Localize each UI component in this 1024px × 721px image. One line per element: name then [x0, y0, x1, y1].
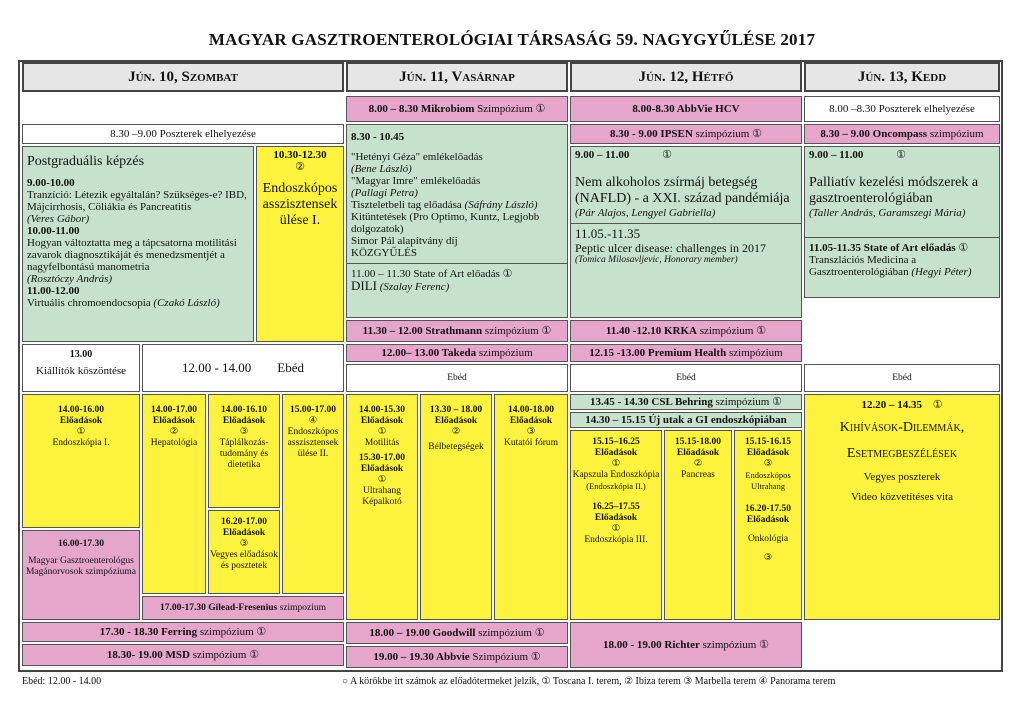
tue-posters: 8.00 –8.30 Poszterek elhelyezése: [804, 96, 1000, 122]
premium-time: 12.15 -13.00 Premium Health: [589, 347, 727, 359]
sat-session-a: [22, 394, 140, 528]
takeda-time: 12.00– 13.00 Takeda: [381, 347, 477, 359]
sat-mgmv: [22, 530, 140, 620]
b-label: Előadások: [152, 416, 196, 426]
sun-l2: "Magyar Imre" emlékelőadás: [351, 175, 481, 187]
room-3-icon: ③: [763, 553, 773, 563]
j-time: 15.15-18.00: [675, 437, 721, 447]
oncompass-time: 8.30 – 9.00 Oncompass: [820, 128, 928, 140]
day-header-tue: Jún. 13, Kedd: [804, 62, 1000, 92]
premium-text: szimpózium: [728, 347, 783, 359]
pg1-speaker: (Veres Gábor): [27, 213, 90, 225]
sun-l1-speaker: (Bene László): [351, 163, 412, 175]
sun-takeda: [346, 344, 568, 362]
pg3-speaker: (Czakó László): [153, 297, 220, 309]
b-time: 14.00-17.00: [151, 405, 197, 415]
mon-main-block: [570, 146, 802, 318]
d-topic: Endoszkópos asszisztensek ülése II.: [287, 427, 339, 459]
mon-abbvie: 8.00-8.30 AbbVie HCV: [570, 96, 802, 122]
room-1-icon: ①: [530, 651, 541, 663]
k-label: Előadások: [746, 448, 790, 458]
room-4-icon: ④: [308, 416, 318, 426]
f-time: 14.00-15.30: [359, 405, 405, 415]
room-legend: [342, 676, 835, 687]
sat-gilead: [142, 596, 344, 620]
room-1-icon: ①: [535, 103, 546, 115]
sun-l3-speaker: (Sáfrány László): [464, 199, 538, 211]
endo-text: Endoszkópos asszisztensek ülése I.: [262, 181, 338, 228]
trans-text: Transzlációs Medicina a Gasztroenterológiában: [809, 254, 917, 278]
i-label: Előadások: [594, 448, 638, 458]
mon-session-k: [734, 430, 802, 620]
abbvie-time: 19.00 – 19.30 Abbvie: [373, 651, 470, 663]
i-topic: Kapszula Endoszkópia: [572, 470, 660, 480]
pg2-time: 10.00-11.00: [27, 225, 80, 237]
pall-time: 9.00 – 11.00: [809, 149, 864, 161]
trans-speaker: (Hegyi Péter): [911, 266, 972, 278]
mon-premium: [570, 344, 802, 362]
tue-main-block: [804, 146, 1000, 298]
room-1-icon: ①: [611, 524, 621, 534]
f-topic: Motilitás: [364, 438, 400, 448]
ferring-time: 17.30 - 18.30 Ferring: [99, 626, 198, 638]
pg2-text: Hogyan változtatta meg a tápcsatorna motilitási zavarok diagnosztikáját és menedzsmentjét a nagyfelbontású manometria: [27, 237, 237, 273]
csl-time: 13.45 - 14.30 CSL Behring: [589, 396, 713, 408]
d-time: 15.00-17.00: [290, 405, 336, 415]
room-1-icon: ①: [502, 268, 513, 280]
room-1-icon: ①: [759, 639, 769, 651]
e-label: Előadások: [222, 528, 266, 538]
a-topic: Endoszkópia I.: [52, 438, 110, 448]
room-1-icon: ①: [377, 427, 387, 437]
strath-time: 11.30 – 12.00 Strathmann: [362, 325, 483, 337]
mikrobiom-time: 8.00 – 8.30 Mikrobiom: [368, 103, 475, 115]
k2-topic: Onkológia: [747, 534, 789, 544]
nafld-speaker: (Pár Alajos, Lengyel Gabriella): [575, 207, 716, 219]
room-3-icon: ③: [763, 459, 773, 469]
mon-uj-utak: 14.30 – 15.15 Új utak a GI endoszkópiában: [570, 412, 802, 428]
g-time: 13.30 – 18.00: [429, 405, 483, 415]
pall-text: Palliatív kezelési módszerek a gasztroenterológiában: [809, 175, 979, 206]
room-1-icon: ①: [958, 242, 969, 254]
goodwill-time: 18.00 – 19.00 Goodwill: [369, 627, 476, 639]
kiallitok-time: 13.00: [69, 349, 93, 360]
room-1-icon: ①: [256, 626, 267, 638]
room-2-icon: ②: [451, 427, 461, 437]
oncompass-text: szimpózium: [929, 128, 984, 140]
mikrobiom-text: Szimpózium: [477, 103, 533, 115]
sat-lunch: 12.00 - 14.00 Ebéd: [142, 344, 344, 392]
sat-session-b: [142, 394, 206, 594]
dili-speaker: (Szalay Ferenc): [379, 281, 450, 293]
sun-session-g: [420, 394, 492, 620]
sun-goodwill: [346, 622, 568, 644]
sun-lunch: Ebéd: [346, 364, 568, 392]
room-1-icon: ①: [772, 396, 782, 408]
room-1-icon: ①: [76, 427, 86, 437]
room-3-icon: ③: [526, 427, 536, 437]
e-topic: Vegyes előadások és posztetek: [210, 550, 278, 571]
goodwill-text: szimpózium: [478, 627, 532, 639]
a-time: 14.00-16.00: [58, 405, 104, 415]
sat-session-c: [208, 394, 280, 508]
kiallitok-text: Kiállítók köszöntése: [35, 365, 127, 377]
room-1-icon: ①: [377, 475, 387, 485]
nafld-time: 9.00 – 11.00: [575, 149, 630, 161]
sun-main-block: [346, 124, 568, 318]
room-1-icon: ①: [534, 627, 545, 639]
a-label: Előadások: [59, 416, 103, 426]
b-topic: Hepatológia: [150, 438, 198, 448]
krka-time: 11.40 -12.10 KRKA: [605, 325, 697, 337]
room-2-icon: ②: [295, 161, 305, 173]
room-3-icon: ③: [239, 427, 249, 437]
msd-text: szimpózium: [192, 649, 247, 661]
c-label: Előadások: [222, 416, 266, 426]
gilead-text: szimpozium: [279, 603, 327, 613]
i2-topic: Endoszkópia III.: [584, 535, 648, 545]
peptic-time: 11.05.-11.35: [575, 226, 641, 241]
room-1-icon: ①: [662, 149, 673, 161]
h-label: Előadások: [509, 416, 553, 426]
mon-ipsen: [570, 124, 802, 144]
g-label: Előadások: [434, 416, 478, 426]
g-topic: Bélbetegségek: [428, 442, 484, 452]
ipsen-time: 8.30 - 9.00 IPSEN: [610, 128, 693, 140]
mon-richter: [570, 622, 802, 668]
final-title: Kihívások-Dilemmák, Esetmegbeszélések: [839, 420, 965, 461]
block-time: 8.30 - 10.45: [351, 131, 405, 143]
pall-speaker: (Taller András, Garamszegi Mária): [809, 207, 966, 219]
e-time: 16.20-17.00: [221, 517, 267, 527]
f2-label: Előadások: [360, 464, 404, 474]
j-label: Előadások: [676, 448, 720, 458]
sun-mikrobiom: [346, 96, 568, 122]
ferring-text: szimpózium: [199, 626, 254, 638]
peptic-text: Peptic ulcer disease: challenges in 2017: [575, 241, 766, 255]
room-1-icon: ①: [541, 325, 552, 337]
pg3-time: 11.00-12.00: [27, 285, 80, 297]
csl-text: szimpózium: [715, 396, 770, 408]
peptic-speaker: (Tomica Milosavljevic, Honorary member): [575, 255, 738, 265]
h-topic: Kutatói fórum: [503, 438, 559, 448]
mgmv-text: Magyar Gasztroenterológus Magánorvosok szimpóziuma: [25, 556, 137, 577]
pg3-text: Virtuális chromoendocsopia: [27, 297, 151, 309]
final-l1: Vegyes poszterek: [863, 471, 941, 483]
sat-posters: 8.30 –9.00 Poszterek elhelyezése: [22, 124, 344, 144]
sat-empty: [22, 96, 344, 122]
sun-l2-speaker: (Pallagi Petra): [351, 187, 418, 199]
i-time: 15.15–16.25: [592, 437, 640, 447]
mon-csl: [570, 394, 802, 410]
f2-topic: Ultrahang Képalkotó: [362, 486, 402, 507]
tue-final-block: [804, 394, 1000, 620]
sat-session-e: [208, 510, 280, 594]
sun-l1: "Hetényi Géza" emlékelőadás: [351, 151, 483, 163]
i2-label: Előadások: [594, 513, 638, 523]
sun-l5: Simor Pál alapítvány díj: [351, 235, 458, 247]
final-l2: Video közvetítéses vita: [851, 491, 953, 503]
page-title: MAGYAR GASZTROENTEROLÓGIAI TÁRSASÁG 59. NAGYGYŰLÉSE 2017: [208, 30, 816, 49]
mgmv-time: 16.00-17.30: [58, 539, 104, 549]
ipsen-text: szimpózium: [695, 128, 750, 140]
sat-postgrad-block: [22, 146, 254, 342]
takeda-text: szimpózium: [478, 347, 533, 359]
richter-time: 18.00 - 19.00 Richter: [603, 639, 700, 651]
k2-label: Előadások: [746, 515, 790, 525]
legend-text: A körökbe írt számok az előadótermeket jelzik, ① Toscana I. terem, ② Ibiza terem ③ Marbella terem ④ Panorama terem: [350, 676, 836, 687]
k-time: 15.15-16.15: [745, 437, 791, 447]
sun-session-h: [494, 394, 568, 620]
room-1-icon: ①: [249, 649, 260, 661]
mon-lunch: Ebéd: [570, 364, 802, 392]
sat-session-d: [282, 394, 344, 594]
room-1-icon: ①: [896, 149, 907, 161]
tue-oncompass: [804, 124, 1000, 144]
krka-text: szimpózium: [699, 325, 754, 337]
tue-empty: [804, 300, 1000, 362]
sun-l4: Kitüntetések (Pro Optimo, Kuntz, Legjobb dolgozatok): [351, 211, 540, 235]
trans-time: 11.05-11.35 State of Art előadás: [809, 242, 956, 254]
footer-lunch: Ebéd: 12.00 - 14.00: [22, 676, 102, 687]
day-header-sun: Jún. 11, Vasárnap: [346, 62, 568, 92]
sun-session-f: [346, 394, 418, 620]
room-3-icon: ③: [239, 539, 249, 549]
sat-msd: [22, 644, 344, 666]
room-1-icon: ①: [752, 128, 762, 140]
postgrad-title: Postgraduális képzés: [27, 154, 145, 169]
sat-ferring: [22, 622, 344, 642]
mon-session-j: [664, 430, 732, 620]
mon-krka: [570, 320, 802, 342]
i2-time: 16.25–17.55: [592, 502, 640, 512]
tue-lunch: Ebéd: [804, 364, 1000, 392]
msd-time: 18.30- 19.00 MSD: [106, 649, 190, 661]
mon-session-i: [570, 430, 662, 620]
endo-time: 10.30-12.30: [273, 149, 327, 161]
j-topic: Pancreas: [681, 470, 715, 480]
final-time: 12.20 – 14.35: [861, 399, 922, 411]
day-header-mon: Jún. 12, Hétfő: [570, 62, 802, 92]
pg2-speaker: (Rosztóczy András): [27, 273, 113, 285]
k2-time: 16.20-17.50: [745, 504, 791, 514]
f2-time: 15.30-17.00: [359, 453, 405, 463]
sun-abbvie: [346, 646, 568, 668]
room-1-icon: ①: [756, 325, 767, 337]
i-sub: (Endoszkópia II.): [586, 481, 646, 491]
richter-text: szimpózium: [702, 639, 757, 651]
room-1-icon: ①: [932, 399, 943, 411]
pg1-text: Tranzíció: Létezik egyáltalán? Szükséges-e? IBD, Májcirrhosis, Cöliákia és Pancreatitis: [27, 189, 247, 213]
abbvie-text: Szimpózium: [472, 651, 528, 663]
nafld-text: Nem alkoholos zsírmáj betegség (NAFLD) - a XXI. század pandémiája: [575, 175, 790, 206]
room-1-icon: ①: [611, 459, 621, 469]
gilead-time: 17.00-17.30 Gilead-Fresenius: [159, 603, 278, 613]
h-time: 14.00-18.00: [508, 405, 554, 415]
dili-time: 11.00 – 11.30 State of Art előadás: [351, 268, 500, 280]
room-2-icon: ②: [169, 427, 179, 437]
sat-endo-assist-1: [256, 146, 344, 342]
circle-icon: ○: [342, 676, 349, 687]
pg1-time: 9.00-10.00: [27, 177, 75, 189]
k-topic: Endoszkópos Ultrahang: [745, 470, 791, 491]
sat-kiallitok: [22, 344, 140, 392]
strath-text: szimpózium: [484, 325, 539, 337]
c-topic: Táplálkozás-tudomány és dietetika: [219, 438, 269, 470]
c-time: 14.00-16.10: [221, 405, 267, 415]
sun-strathmann: [346, 320, 568, 342]
day-header-sat: Jún. 10, Szombat: [22, 62, 344, 92]
sun-l6: KÖZGYŰLÉS: [351, 247, 417, 259]
dili-text: DILI: [351, 278, 377, 293]
room-2-icon: ②: [693, 459, 703, 469]
sun-l3: Tiszteletbeli tag előadása: [351, 199, 462, 211]
f-label: Előadások: [360, 416, 404, 426]
